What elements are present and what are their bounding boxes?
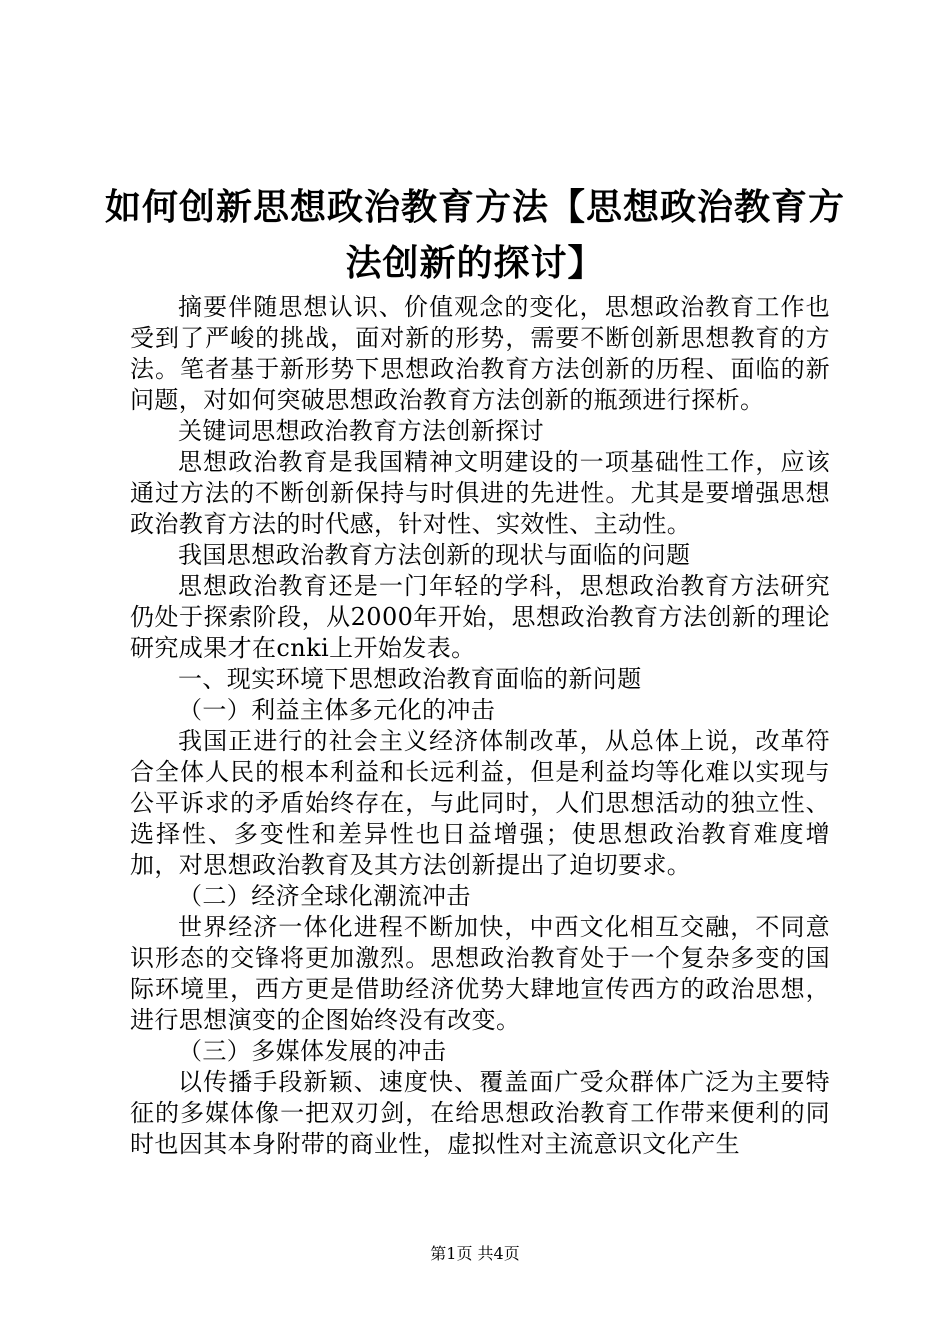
paragraph-subsection-1: 我国正进行的社会主义经济体制改革，从总体上说，改革符合全体人民的根本利益和长远利益，但是利益均等化难以实现与公平诉求的矛盾始终存在，与此同时，人们思想活动的独立性、选择性、多变性和差异性也日益增强；使思想政治教育难度增加，对思想政治教育及其方法创新提出了迫切要求。 [130,727,830,879]
subsection-heading-1: （一）利益主体多元化的冲击 [178,696,496,724]
section-heading-new-problems: 一、现实环境下思想政治教育面临的新问题 [178,665,642,693]
subsection-heading-3: （三）多媒体发展的冲击 [178,1037,447,1065]
paragraph-intro: 思想政治教育是我国精神文明建设的一项基础性工作，应该通过方法的不断创新保持与时俱进的先进性。尤其是要增强思想政治教育方法的时代感，针对性、实效性、主动性。 [130,448,830,538]
paragraph-subsection-3: 以传播手段新颖、速度快、覆盖面广受众群体广泛为主要特征的多媒体像一把双刃剑，在给思想政治教育工作带来便利的同时也因其本身附带的商业性，虚拟性对主流意识文化产生 [130,1068,830,1158]
document-body [130,292,830,1160]
paragraph-abstract: 摘要伴随思想认识、价值观念的变化，思想政治教育工作也受到了严峻的挑战，面对新的形势，需要不断创新思想教育的方法。笔者基于新形势下思想政治教育方法创新的历程、面临的新问题，对如何突破思想政治教育方法创新的瓶颈进行探析。 [130,293,830,414]
paragraph-subsection-2: 世界经济一体化进程不断加快，中西文化相互交融，不同意识形态的交锋将更加激烈。思想政治教育处于一个复杂多变的国际环境里，西方更是借助经济优势大肆地宣传西方的政治思想，进行思想演变的企图始终没有改变。 [130,913,830,1034]
page-number-footer: 第1页 共4页 [430,1244,520,1263]
paragraph-status: 思想政治教育还是一门年轻的学科，思想政治教育方法研究仍处于探索阶段，从2000年开始，思想政治教育方法创新的理论研究成果才在cnki上开始发表。 [130,572,830,662]
subsection-heading-2: （二）经济全球化潮流冲击 [178,882,471,910]
paragraph-keywords: 关键词思想政治教育方法创新探讨 [178,417,544,445]
document-title: 如何创新思想政治教育方法【思想政治教育方法创新的探讨】 [104,187,845,284]
section-heading-status: 我国思想政治教育方法创新的现状与面临的问题 [178,541,691,569]
